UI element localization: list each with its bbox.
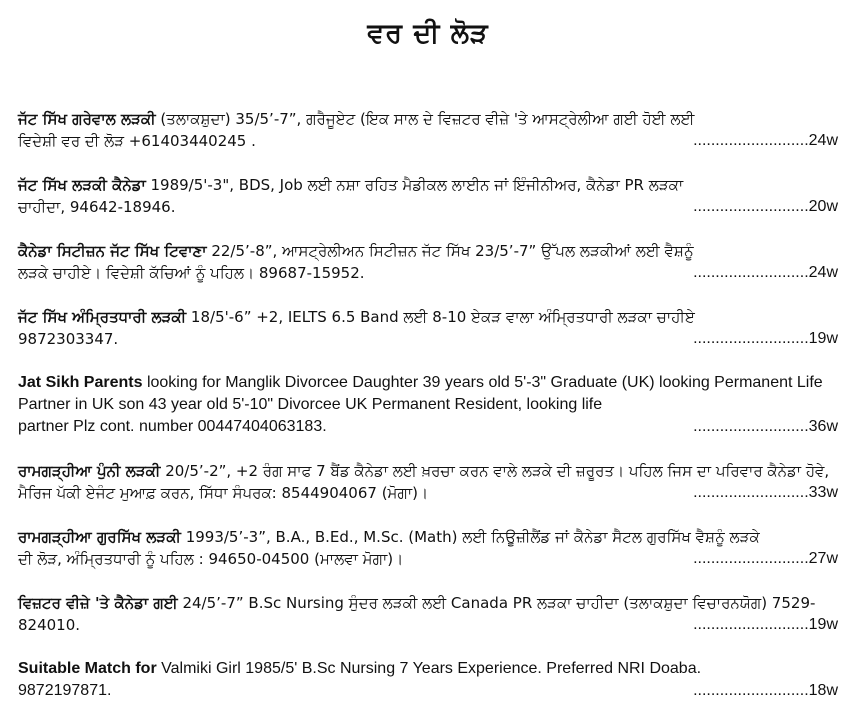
ad-lead: ਕੈਨੇਡਾ ਸਿਟੀਜ਼ਨ ਜੱਟ ਸਿੱਖ ਟਿਵਾਣਾ xyxy=(18,242,207,260)
ad-body: 1993/5’-3”, B.A., B.Ed., M.Sc. (Math) ਲਈ ਨਿਊਜ਼ੀਲੈਂਡ ਜਾਂ ਕੈਨੇਡਾ ਸੈਟਲ ਗੁਰਸਿੱਖ ਵੈਸ਼ਨੂੰ ਲੜਕੇ xyxy=(180,528,760,546)
ad-last-line xyxy=(18,548,838,570)
ad-code: ..........................27w xyxy=(693,550,838,567)
ad-tail: partner Plz cont. number 00447404063183. xyxy=(18,418,327,435)
ad-tail: ਮੈਰਿਜ ਪੱਕੀ ਏਜੰਟ ਮੁਆਫ਼ ਕਰਨ, ਸਿੱਧਾ ਸੰਪਰਕ: 8544904067 (ਮੋਗਾ)। xyxy=(18,484,429,502)
ad-tail: 824010. xyxy=(18,616,81,634)
ad-lead: ਰਾਮਗੜ੍ਹੀਆ ਪੁੰਨੀ ਲੜਕੀ xyxy=(18,462,161,480)
ad-entry xyxy=(18,592,838,636)
ad-lead: ਜੱਟ ਸਿੱਖ ਅੰਮ੍ਰਿਤਧਾਰੀ ਲੜਕੀ xyxy=(18,308,187,326)
ad-lead: Jat Sikh Parents xyxy=(18,374,143,391)
ad-last-line xyxy=(18,680,838,702)
ad-tail: ਵਿਦੇਸ਼ੀ ਵਰ ਦੀ ਲੋੜ +61403440245 . xyxy=(18,132,256,150)
ad-first-line xyxy=(18,372,838,416)
ad-last-line xyxy=(18,614,838,636)
ad-last-line xyxy=(18,328,838,350)
ad-body: 1989/5'-3", BDS, Job ਲਈ ਨਸ਼ਾ ਰਹਿਤ ਮੈਡੀਕਲ ਲਾਈਨ ਜਾਂ ਇੰਜੀਨੀਅਰ, ਕੈਨੇਡਾ PR ਲੜਕਾ xyxy=(145,176,684,194)
ad-first-line xyxy=(18,174,838,196)
ad-code: ..........................18w xyxy=(693,682,838,699)
ad-lead: ਵਿਜ਼ਟਰ ਵੀਜ਼ੇ 'ਤੇ ਕੈਨੇਡਾ ਗਈ xyxy=(18,594,178,612)
ad-tail: ਚਾਹੀਦਾ, 94642-18946. xyxy=(18,198,176,216)
ad-first-line xyxy=(18,240,838,262)
ad-last-line xyxy=(18,130,838,152)
ad-tail: 9872303347. xyxy=(18,330,119,348)
ad-lead: ਜੱਟ ਸਿੱਖ ਗਰੇਵਾਲ ਲੜਕੀ xyxy=(18,110,156,128)
ad-last-line xyxy=(18,416,838,438)
ad-entry xyxy=(18,372,838,438)
ad-code: ..........................19w xyxy=(693,616,838,633)
ad-last-line xyxy=(18,196,838,218)
ad-first-line xyxy=(18,108,838,130)
ad-entry xyxy=(18,526,838,570)
ad-body: 22/5’-8”, ਆਸਟ੍ਰੇਲੀਅਨ ਸਿਟੀਜ਼ਨ ਜੱਟ ਸਿੱਖ 23/5’-7” ਉੱਪਲ ਲੜਕੀਆਂ ਲਈ ਵੈਸ਼ਨੂੰ xyxy=(206,242,694,260)
ad-tail: ਲੜਕੇ ਚਾਹੀਏ। ਵਿਦੇਸ਼ੀ ਕੱਚਿਆਂ ਨੂੰ ਪਹਿਲ। 89687-15952. xyxy=(18,264,365,282)
ad-lead: Suitable Match for xyxy=(18,660,157,677)
ad-first-line xyxy=(18,658,838,680)
ad-body: 24/5’-7” B.Sc Nursing ਸੁੰਦਰ ਲੜਕੀ ਲਈ Canada PR ਲੜਕਾ ਚਾਹੀਦਾ (ਤਲਾਕਸ਼ੁਦਾ ਵਿਚਾਰਨਯੋਗ) 7529- xyxy=(177,594,816,612)
ad-body: 18/5'-6” +2, IELTS 6.5 Band ਲਈ 8-10 ਏਕੜ ਵਾਲਾ ਅੰਮ੍ਰਿਤਧਾਰੀ ਲੜਕਾ ਚਾਹੀਏ xyxy=(186,308,695,326)
ad-code: ..........................24w xyxy=(693,132,838,149)
ad-first-line xyxy=(18,306,838,328)
ad-first-line xyxy=(18,460,838,482)
ad-first-line xyxy=(18,592,838,614)
ad-first-line xyxy=(18,526,838,548)
ad-code: ..........................20w xyxy=(693,198,838,215)
ad-lead: ਜੱਟ ਸਿੱਖ ਲੜਕੀ ਕੈਨੇਡਾ xyxy=(18,176,146,194)
ad-code: ..........................19w xyxy=(693,330,838,347)
ad-tail: ਦੀ ਲੋੜ, ਅੰਮ੍ਰਿਤਧਾਰੀ ਨੂੰ ਪਹਿਲ : 94650-04500 (ਮਾਲਵਾ ਮੋਗਾ)। xyxy=(18,550,404,568)
ad-entry xyxy=(18,240,838,284)
ad-last-line xyxy=(18,482,838,504)
ad-last-line xyxy=(18,262,838,284)
ad-code: ..........................24w xyxy=(693,264,838,281)
ad-entry xyxy=(18,108,838,152)
ad-lead: ਰਾਮਗੜ੍ਹੀਆ ਗੁਰਸਿੱਖ ਲੜਕੀ xyxy=(18,528,181,546)
page-title: ਵਰ ਦੀ ਲੋੜ xyxy=(367,18,489,49)
ad-code: ..........................33w xyxy=(693,484,838,501)
ad-entry xyxy=(18,460,838,504)
ad-body: looking for Manglik Divorcee Daughter 39 years old 5'-3" Graduate (UK) looking Permanent Life Partner in UK son 43 year old 5'-10" Divorcee UK Permanent Resident, looking life xyxy=(18,374,823,413)
ad-entry xyxy=(18,174,838,218)
ad-tail: 9872197871. xyxy=(18,682,112,699)
ad-body: Valmiki Girl 1985/5' B.Sc Nursing 7 Years Experience. Preferred NRI Doaba. xyxy=(156,660,702,677)
ad-entry xyxy=(18,658,838,702)
ad-body: (ਤਲਾਕਸ਼ੁਦਾ) 35/5’-7”, ਗਰੈਜੂਏਟ (ਇਕ ਸਾਲ ਦੇ ਵਿਜ਼ਟਰ ਵੀਜ਼ੇ 'ਤੇ ਆਸਟ੍ਰੇਲੀਆ ਗਈ ਹੋਈ ਲਈ xyxy=(155,110,695,128)
ad-code: ..........................36w xyxy=(693,418,838,435)
ad-entry xyxy=(18,306,838,350)
ad-body: 20/5’-2”, +2 ਰੰਗ ਸਾਫ 7 ਬੈਂਡ ਕੈਨੇਡਾ ਲਈ ਖ਼ਰਚਾ ਕਰਨ ਵਾਲੇ ਲੜਕੇ ਦੀ ਜ਼ਰੂਰਤ। ਪਹਿਲ ਜਿਸ ਦਾ ਪਰਿਵਾਰ ਕੈਨੇਡਾ ਹੋਵੇ, xyxy=(160,462,830,480)
